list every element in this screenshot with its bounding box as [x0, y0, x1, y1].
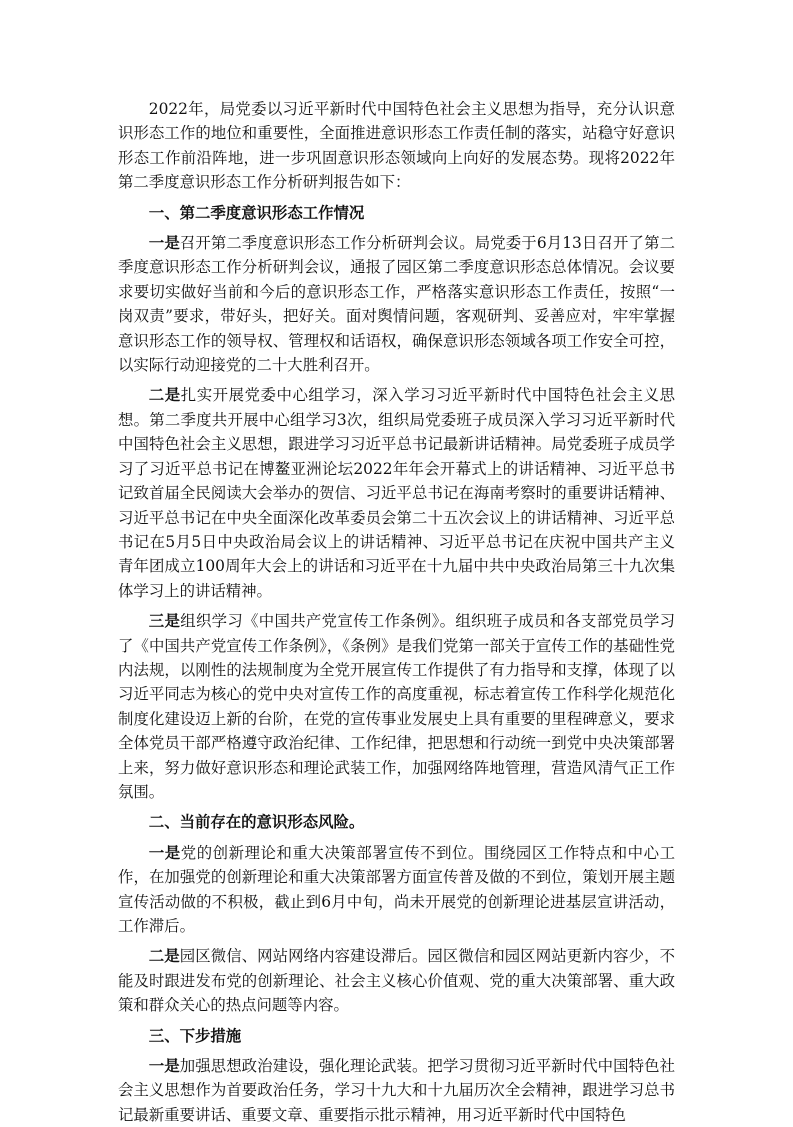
paragraph-lead: 一是 [148, 234, 180, 253]
paragraph-text: 扎实开展党委中心组学习，深入学习习近平新时代中国特色社会主义思想。第二季度共开展中心组学习3次，组织局党委班子成员深入学习习近平新时代中国特色社会主义思想，跟进学习习近平总书记最新讲话精神。局党委班子成员学习了习近平总书记在博鳌亚洲论坛2022年年会开幕式上的讲话精神、习近平总书记致首届全民阅读大会举办的贺信、习近平总书记在海南考察时的重要讲话精神、习近平总书记在中央全面深化改革委员会第二十五次会议上的讲话精神、习近平总书记在5月5日中央政治局会议上的讲话精神、习近平总书记在庆祝中国共产主义青年团成立100周年大会上的讲话和习近平在十九届中共中央政治局第三十九次集体学习上的讲话精神。 [118, 386, 675, 600]
section-heading-1: 一、第二季度意识形态工作情况 [148, 203, 365, 222]
paragraph [118, 1054, 675, 1127]
paragraph-text: 召开第二季度意识形态工作分析研判会议。局党委于6月13日召开了第二季度意识形态工作分析研判会议，通报了园区第二季度意识形态总体情况。会议要求要切实做好当前和今后的意识形态工作，严格落实意识形态工作责任，按照“一岗双责”要求，带好头，把好关。面对舆情问题，客观研判、妥善应对，牢牢掌握意识形态工作的领导权、管理权和话语权，确保意识形态领域各项工作安全可控，以实际行动迎接党的二十大胜利召开。 [118, 234, 675, 375]
paragraph-lead: 一是 [148, 843, 181, 862]
paragraph-text: 组织学习《中国共产党宣传工作条例》。组织班子成员和各支部党员学习了《中国共产党宣传工作条例》，《条例》是我们党第一部关于宣传工作的基础性党内法规，以刚性的法规制度为全党开展宣传工作提供了有力指导和支撑，体现了以习近平同志为核心的党中央对宣传工作的高度重视，标志着宣传工作科学化规范化制度化建设迈上新的台阶，在党的宣传事业发展史上具有重要的里程碑意义，要求全体党员干部严格遵守政治纪律、工作纪律，把思想和行动统一到党中央决策部署上来，努力做好意识形态和理论武装工作，加强网络阵地管理，营造风清气正工作氛围。 [118, 612, 675, 801]
paragraph-lead: 一是 [148, 1057, 180, 1076]
paragraph-text: 党的创新理论和重大决策部署宣传不到位。围绕园区工作特点和中心工作，在加强党的创新理论和重大决策部署方面宣传普及做的不到位，策划开展主题宣传活动做的不积极，截止到6月中旬，尚未开展党的创新理论进基层宣讲活动，工作滞后。 [118, 843, 675, 935]
paragraph-lead: 二是 [148, 947, 180, 966]
intro-paragraph: 2022年，局党委以习近平新时代中国特色社会主义思想为指导，充分认识意识形态工作的地位和重要性，全面推进意识形态工作责任制的落实，站稳守好意识形态工作前沿阵地，进一步巩固意识形态领域向上向好的发展态势。现将2022年第二季度意识形态工作分析研判报告如下： [118, 100, 675, 192]
paragraph-text: 园区微信、网站网络内容建设滞后。园区微信和园区网站更新内容少，不能及时跟进发布党的创新理论、社会主义核心价值观、党的重大决策部署、重大政策和群众关心的热点问题等内容。 [118, 947, 675, 1015]
paragraph-lead: 二是 [148, 386, 181, 405]
paragraph [118, 841, 675, 939]
paragraph [118, 383, 675, 603]
section-heading-2: 二、当前存在的意识形态风险。 [148, 813, 365, 832]
paragraph-lead: 三是 [148, 612, 181, 631]
paragraph [118, 231, 675, 377]
paragraph [118, 944, 675, 1017]
paragraph [118, 609, 675, 804]
section-heading-3: 三、下步措施 [148, 1026, 242, 1045]
paragraph-text: 加强思想政治建设，强化理论武装。把学习贯彻习近平新时代中国特色社会主义思想作为首要政治任务，学习十九大和十九届历次全会精神，跟进学习总书记最新重要讲话、重要文章、重要指示批示精神，用习近平新时代中国特色 [118, 1057, 675, 1124]
